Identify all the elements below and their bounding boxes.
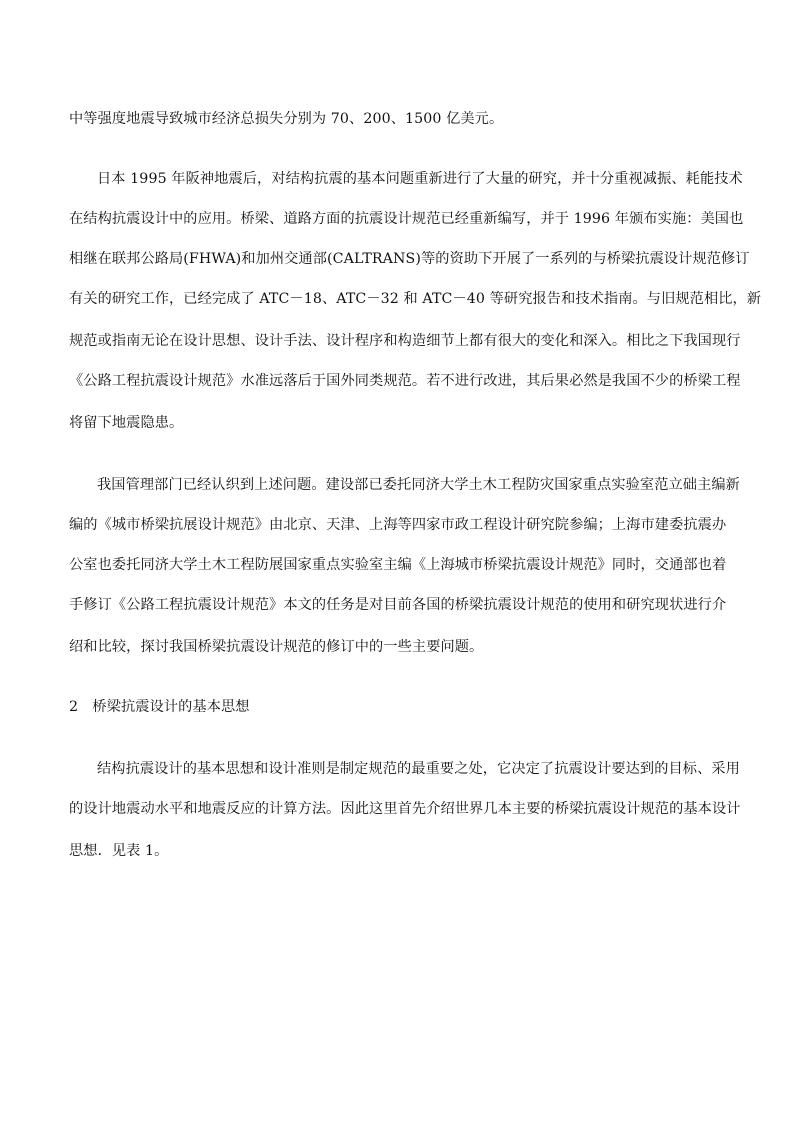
paragraph-3-line-3: 公室也委托同济大学土木工程防展国家重点实验室主编《上海城市桥梁抗震设计规范》同时，交通部也着	[69, 557, 727, 573]
paragraph-3-line-2: 编的《城市桥梁抗展设计规范》由北京、天津、上海等四家市政工程设计研究院参编；上海市建委抗震办	[69, 517, 727, 533]
paragraph-2-line-4: 有关的研究工作，已经完成了 ATC－18、ATC－32 和 ATC－40 等研究报告和技术指南。与旧规范相比，新	[69, 291, 762, 307]
paragraph-5-line-1: 结构抗震设计的基本思想和设计准则是制定规范的最重要之处，它决定了抗震设计要达到的目标、采用	[97, 761, 740, 777]
paragraph-1-line-1: 中等强度地震导致城市经济总损失分别为 70、200、1500 亿美元。	[69, 111, 504, 127]
paragraph-2-line-7: 将留下地震隐患。	[69, 415, 184, 431]
paragraph-2-line-6: 《公路工程抗震设计规范》水准远落后于国外同类规范。若不进行改进，其后果必然是我国不少的桥梁工程	[69, 373, 741, 389]
section-heading: 2 桥梁抗震设计的基本思想	[69, 699, 250, 715]
paragraph-5-line-2: 的设计地震动水平和地震反应的计算方法。因此这里首先介绍世界几本主要的桥梁抗震设计规范的基本设计	[69, 801, 741, 817]
paragraph-3-line-4: 手修订《公路工程抗震设计规范》本文的任务是对目前各国的桥梁抗震设计规范的使用和研究现状进行介	[69, 597, 727, 613]
paragraph-5-line-3: 思想．见表 1。	[69, 843, 169, 859]
paragraph-2-line-1: 日本 1995 年阪神地震后，对结构抗震的基本问题重新进行了大量的研究，并十分重视减振、耗能技术	[97, 171, 743, 187]
paragraph-3-line-1: 我国管理部门已经认织到上述问题。建设部已委托同济大学土木工程防灾国家重点实验室范立础主编新	[97, 477, 740, 493]
paragraph-2-line-2: 在结构抗震设计中的应用。桥梁、道路方面的抗震设计规范已经重新编写，并于 1996 年颁布实施：美国也	[69, 211, 744, 227]
paragraph-2-line-3: 相继在联邦公路局(FHWA)和加州交通部(CALTRANS)等的资助下开展了一系列的与桥梁抗震设计规范修订	[69, 251, 750, 267]
paragraph-3-line-5: 绍和比较，探讨我国桥梁抗震设计规范的修订中的一些主要问题。	[69, 639, 484, 655]
paragraph-2-line-5: 规范或指南无论在设计思想、设计手法、设计程序和构造细节上都有很大的变化和深入。相比之下我国现行	[69, 333, 741, 349]
